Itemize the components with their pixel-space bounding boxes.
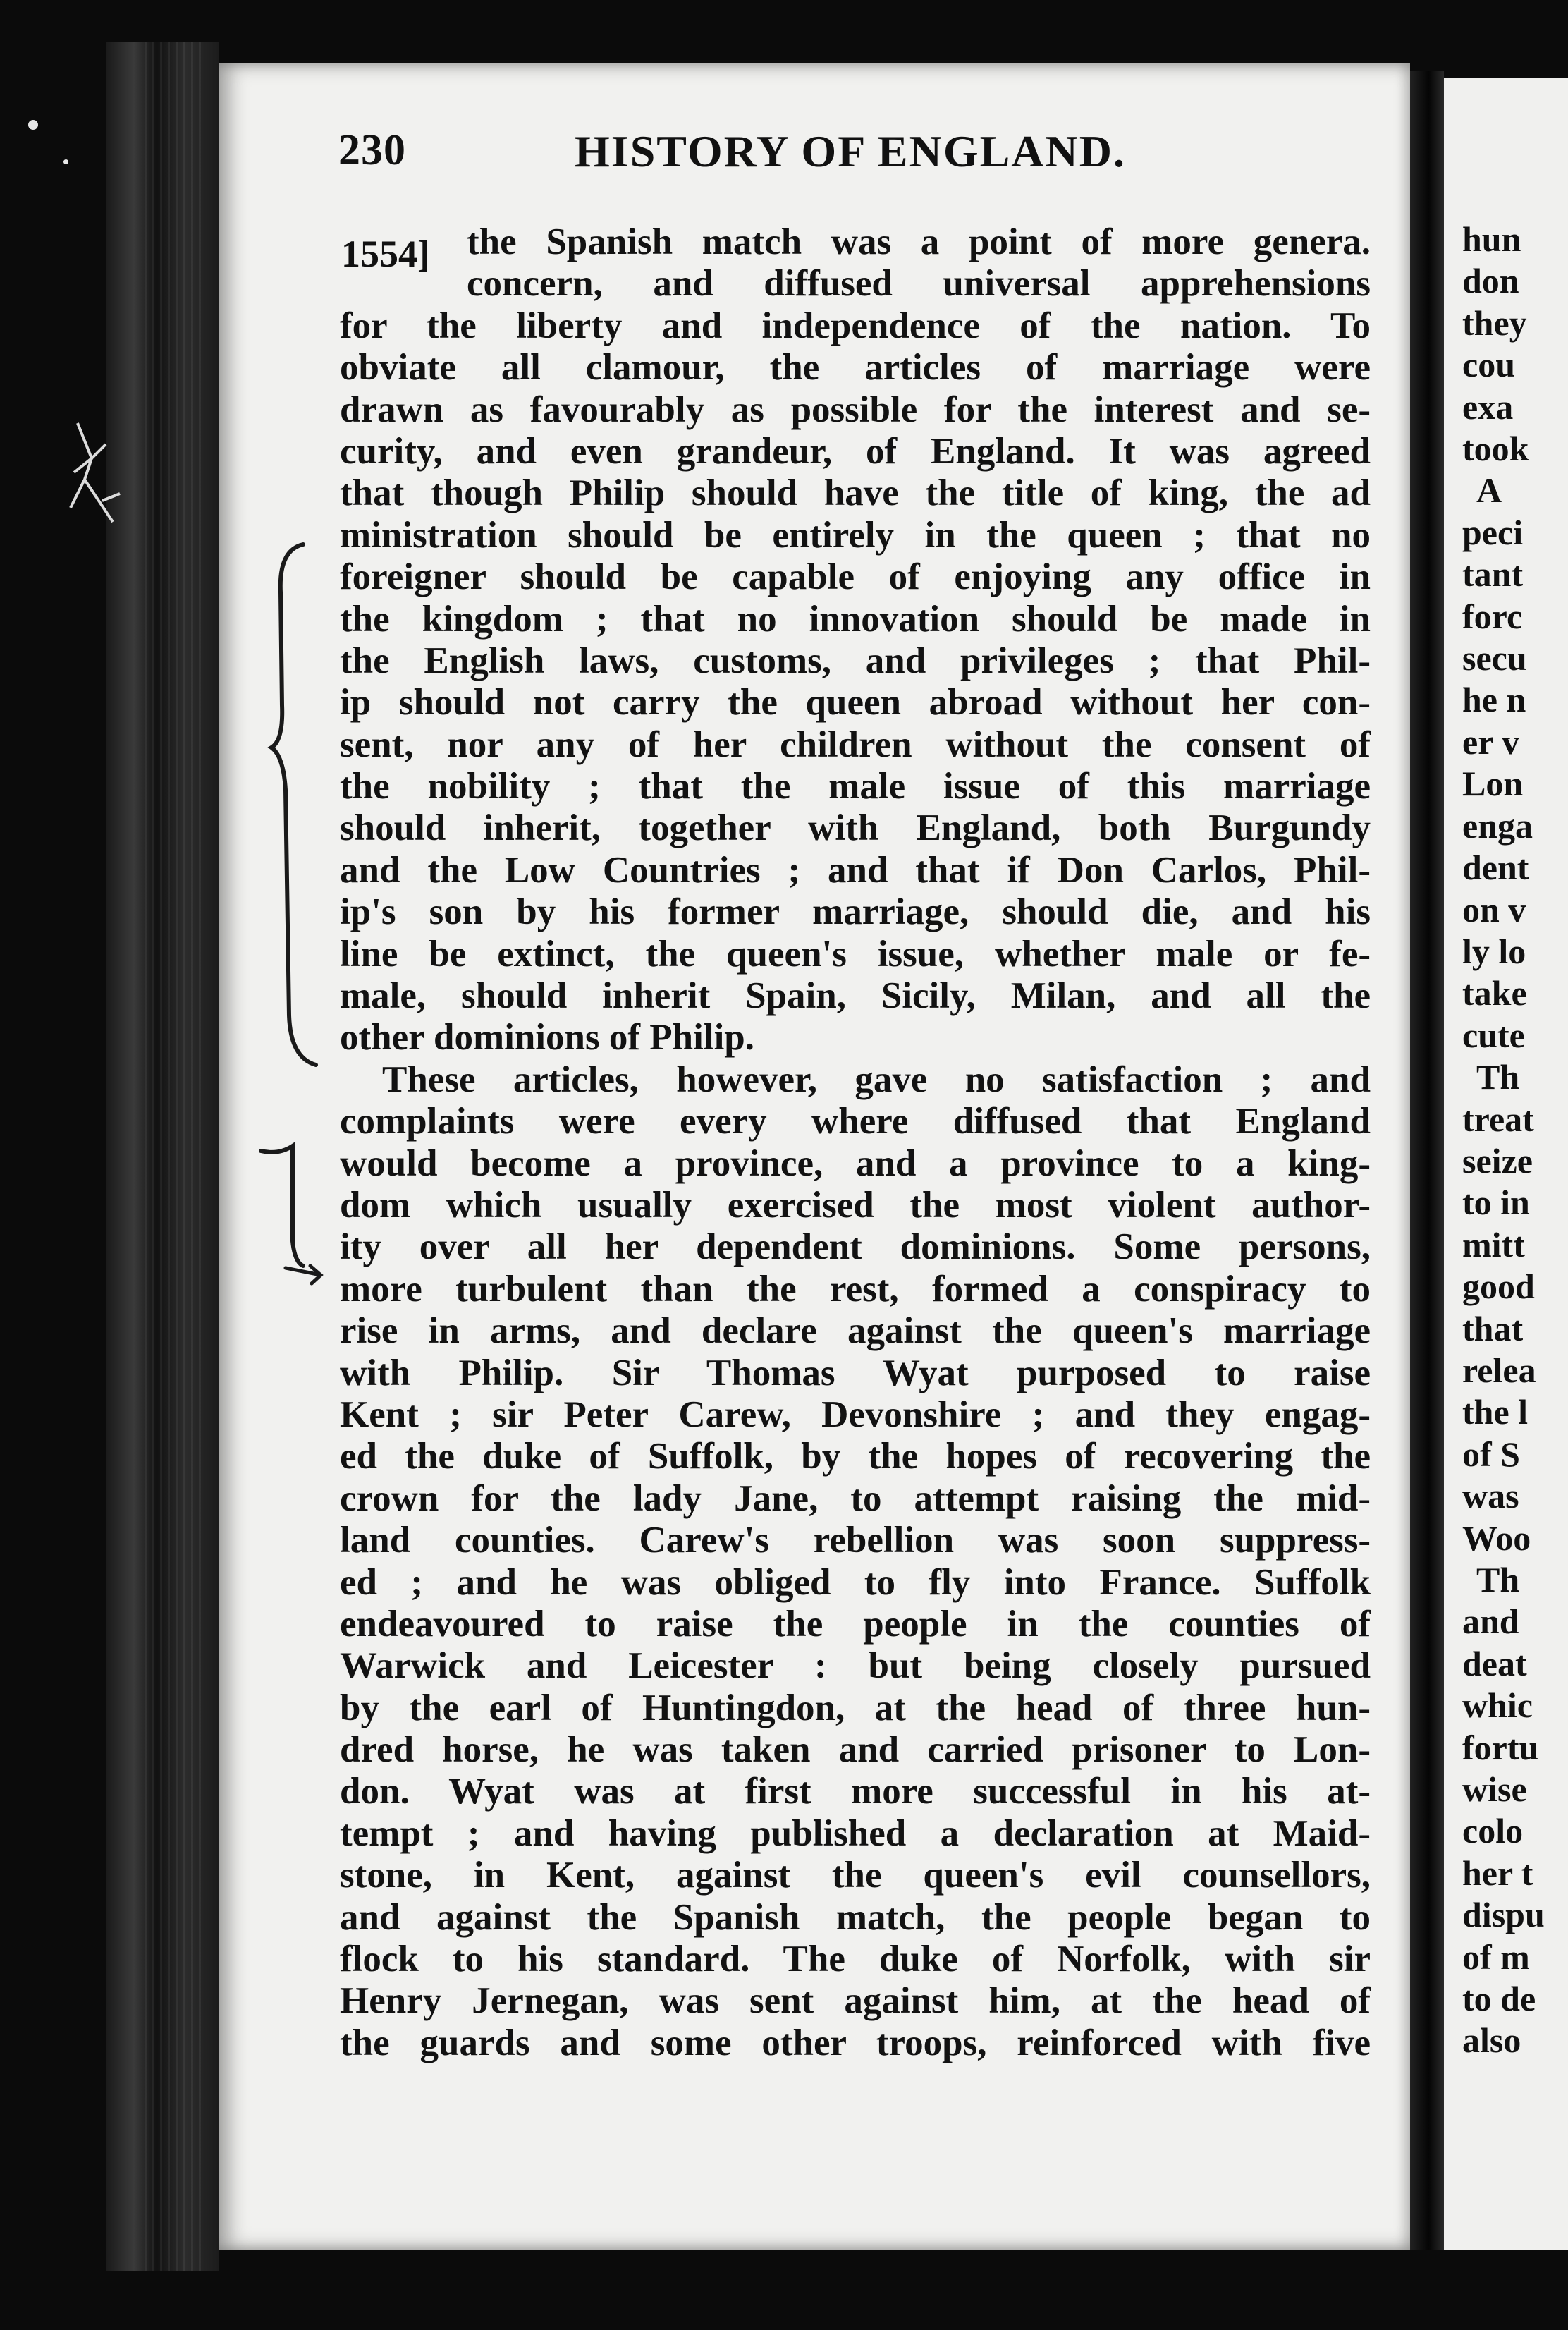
text-line: ity over all her dependent dominions. Some persons, [340,1226,1371,1268]
text-line: for the liberty and independence of the nation. To [340,305,1371,346]
text-line: foreigner should be capable of enjoying any office in [340,556,1371,598]
scan-speck [28,120,38,130]
text-line: don. Wyat was at first more successful in his at- [340,1771,1371,1812]
adjacent-line-fragment: the l [1462,1392,1529,1432]
adjacent-page [1444,78,1568,2250]
adjacent-line-fragment: of m [1462,1936,1530,1977]
book-gutter [1410,71,1444,2250]
text-line: should inherit, together with England, both Burgundy [340,807,1371,849]
text-line: would become a province, and a province to a king- [340,1142,1371,1184]
page-header [338,126,1361,182]
text-line: and the Low Countries ; and that if Don Carlos, Phil- [340,849,1371,891]
text-line: sent, nor any of her children without the consent of [340,724,1371,765]
text-line: crown for the lady Jane, to attempt raising the mid- [340,1477,1371,1519]
adjacent-line-fragment: Woo [1462,1518,1531,1558]
text-line: drawn as favourably as possible for the interest and se- [340,389,1371,430]
text-line: ed ; and he was obliged to fly into France. Suffolk [340,1561,1371,1603]
body-text [340,221,1371,2064]
page-edges [145,42,201,2271]
adjacent-line-fragment: er v [1462,721,1519,762]
adjacent-line-fragment: dent [1462,848,1529,888]
adjacent-line-fragment: good [1462,1267,1535,1307]
adjacent-line-fragment: take [1462,973,1527,1013]
adjacent-line-fragment: Lon [1462,764,1524,804]
adjacent-line-fragment: also [1462,2020,1521,2061]
adjacent-line-fragment: tant [1462,554,1524,594]
text-line: obviate all clamour, the articles of marriage were [340,347,1371,389]
text-line: male, should inherit Spain, Sicily, Milan, and all the [340,975,1371,1017]
text-line: ip should not carry the queen abroad without her con- [340,682,1371,724]
text-line: more turbulent than the rest, formed a conspiracy to [340,1268,1371,1310]
text-line: the guards and some other troops, reinforced with five [340,2022,1371,2063]
text-line: that though Philip should have the title of king, the ad [340,472,1371,514]
adjacent-line-fragment: deat [1462,1643,1527,1683]
text-line: Henry Jernegan, was sent against him, at the head of [340,1980,1371,2022]
text-line: flock to his standard. The duke of Norfolk, with sir [340,1939,1371,1980]
text-line: the Spanish match was a point of more genera. [467,221,1371,262]
adjacent-line-fragment: secu [1462,638,1527,678]
page-number: 230 [338,126,406,174]
adjacent-line-fragment: A [1476,470,1502,511]
text-line: the English laws, customs, and privileges ; that Phil- [340,640,1371,681]
text-line: dred horse, he was taken and carried prisoner to Lon- [340,1729,1371,1771]
text-line: Kent ; sir Peter Carew, Devonshire ; and they engag- [340,1393,1371,1435]
text-line: line be extinct, the queen's issue, whether male or fe- [340,933,1371,975]
text-line: the nobility ; that the male issue of this marriage [340,766,1371,807]
adjacent-line-fragment: and [1462,1602,1519,1642]
adjacent-line-fragment: don [1462,261,1519,301]
adjacent-line-fragment: forc [1462,596,1523,636]
adjacent-line-fragment: peci [1462,512,1524,552]
adjacent-line-fragment: exa [1462,386,1514,427]
adjacent-line-fragment: Th [1476,1057,1520,1097]
text-line: land counties. Carew's rebellion was soon suppress- [340,1520,1371,1561]
adjacent-line-fragment: seize [1462,1140,1533,1181]
adjacent-line-fragment: cou [1462,345,1515,385]
adjacent-line-fragment: was [1462,1476,1519,1516]
adjacent-line-fragment: colo [1462,1811,1524,1851]
text-line: endeavoured to raise the people in the counties of [340,1603,1371,1645]
year-marker: 1554] [341,233,430,275]
adjacent-line-fragment: hun [1462,219,1521,259]
running-head: HISTORY OF ENGLAND. [575,126,1126,176]
text-line: ip's son by his former marriage, should die, and his [340,891,1371,933]
text-line: curity, and even grandeur, of England. It was agreed [340,430,1371,472]
text-line: dom which usually exercised the most violent author- [340,1184,1371,1226]
text-line: other dominions of Philip. [340,1017,755,1059]
adjacent-line-fragment: cute [1462,1015,1525,1055]
adjacent-line-fragment: Th [1476,1560,1520,1599]
thread-debris [63,416,127,536]
adjacent-line-fragment: of S [1462,1434,1520,1474]
adjacent-line-fragment: relea [1462,1350,1536,1390]
text-line: ministration should be entirely in the queen ; that no [340,514,1371,556]
adjacent-line-fragment: they [1462,303,1527,343]
scan-speck [63,159,68,164]
adjacent-line-fragment: mitt [1462,1224,1525,1264]
text-line: complaints were every where diffused that England [340,1101,1371,1142]
text-line: rise in arms, and declare against the queen's marriage [340,1310,1371,1352]
text-line: ed the duke of Suffolk, by the hopes of recovering the [340,1436,1371,1477]
adjacent-line-fragment: took [1462,429,1529,469]
adjacent-line-fragment: on v [1462,889,1526,929]
adjacent-line-fragment: ly lo [1462,931,1526,971]
adjacent-line-fragment: enga [1462,805,1533,846]
text-line: Warwick and Leicester : but being closely pursued [340,1645,1371,1687]
text-line: and against the Spanish match, the people began to [340,1896,1371,1938]
text-line: concern, and diffused universal apprehensions [467,263,1371,305]
adjacent-line-fragment: treat [1462,1099,1534,1139]
text-line: with Philip. Sir Thomas Wyat purposed to raise [340,1352,1371,1393]
adjacent-line-fragment: whic [1462,1685,1533,1726]
text-line: the kingdom ; that no innovation should be made in [340,598,1371,640]
adjacent-line-fragment: her t [1462,1853,1533,1893]
adjacent-line-fragment: to de [1462,1979,1536,2019]
text-line: stone, in Kent, against the queen's evil counsellors, [340,1855,1371,1896]
text-line: These articles, however, gave no satisfaction ; and [382,1059,1371,1100]
adjacent-line-fragment: fortu [1462,1727,1539,1767]
adjacent-line-fragment: that [1462,1308,1524,1348]
adjacent-line-fragment: to in [1462,1183,1530,1223]
adjacent-page-text [1462,219,1545,2062]
adjacent-line-fragment: wise [1462,1769,1527,1810]
adjacent-line-fragment: he n [1462,680,1526,720]
adjacent-line-fragment: dispu [1462,1895,1545,1935]
text-line: by the earl of Huntingdon, at the head of three hun- [340,1687,1371,1728]
text-line: tempt ; and having published a declaration at Maid- [340,1812,1371,1854]
